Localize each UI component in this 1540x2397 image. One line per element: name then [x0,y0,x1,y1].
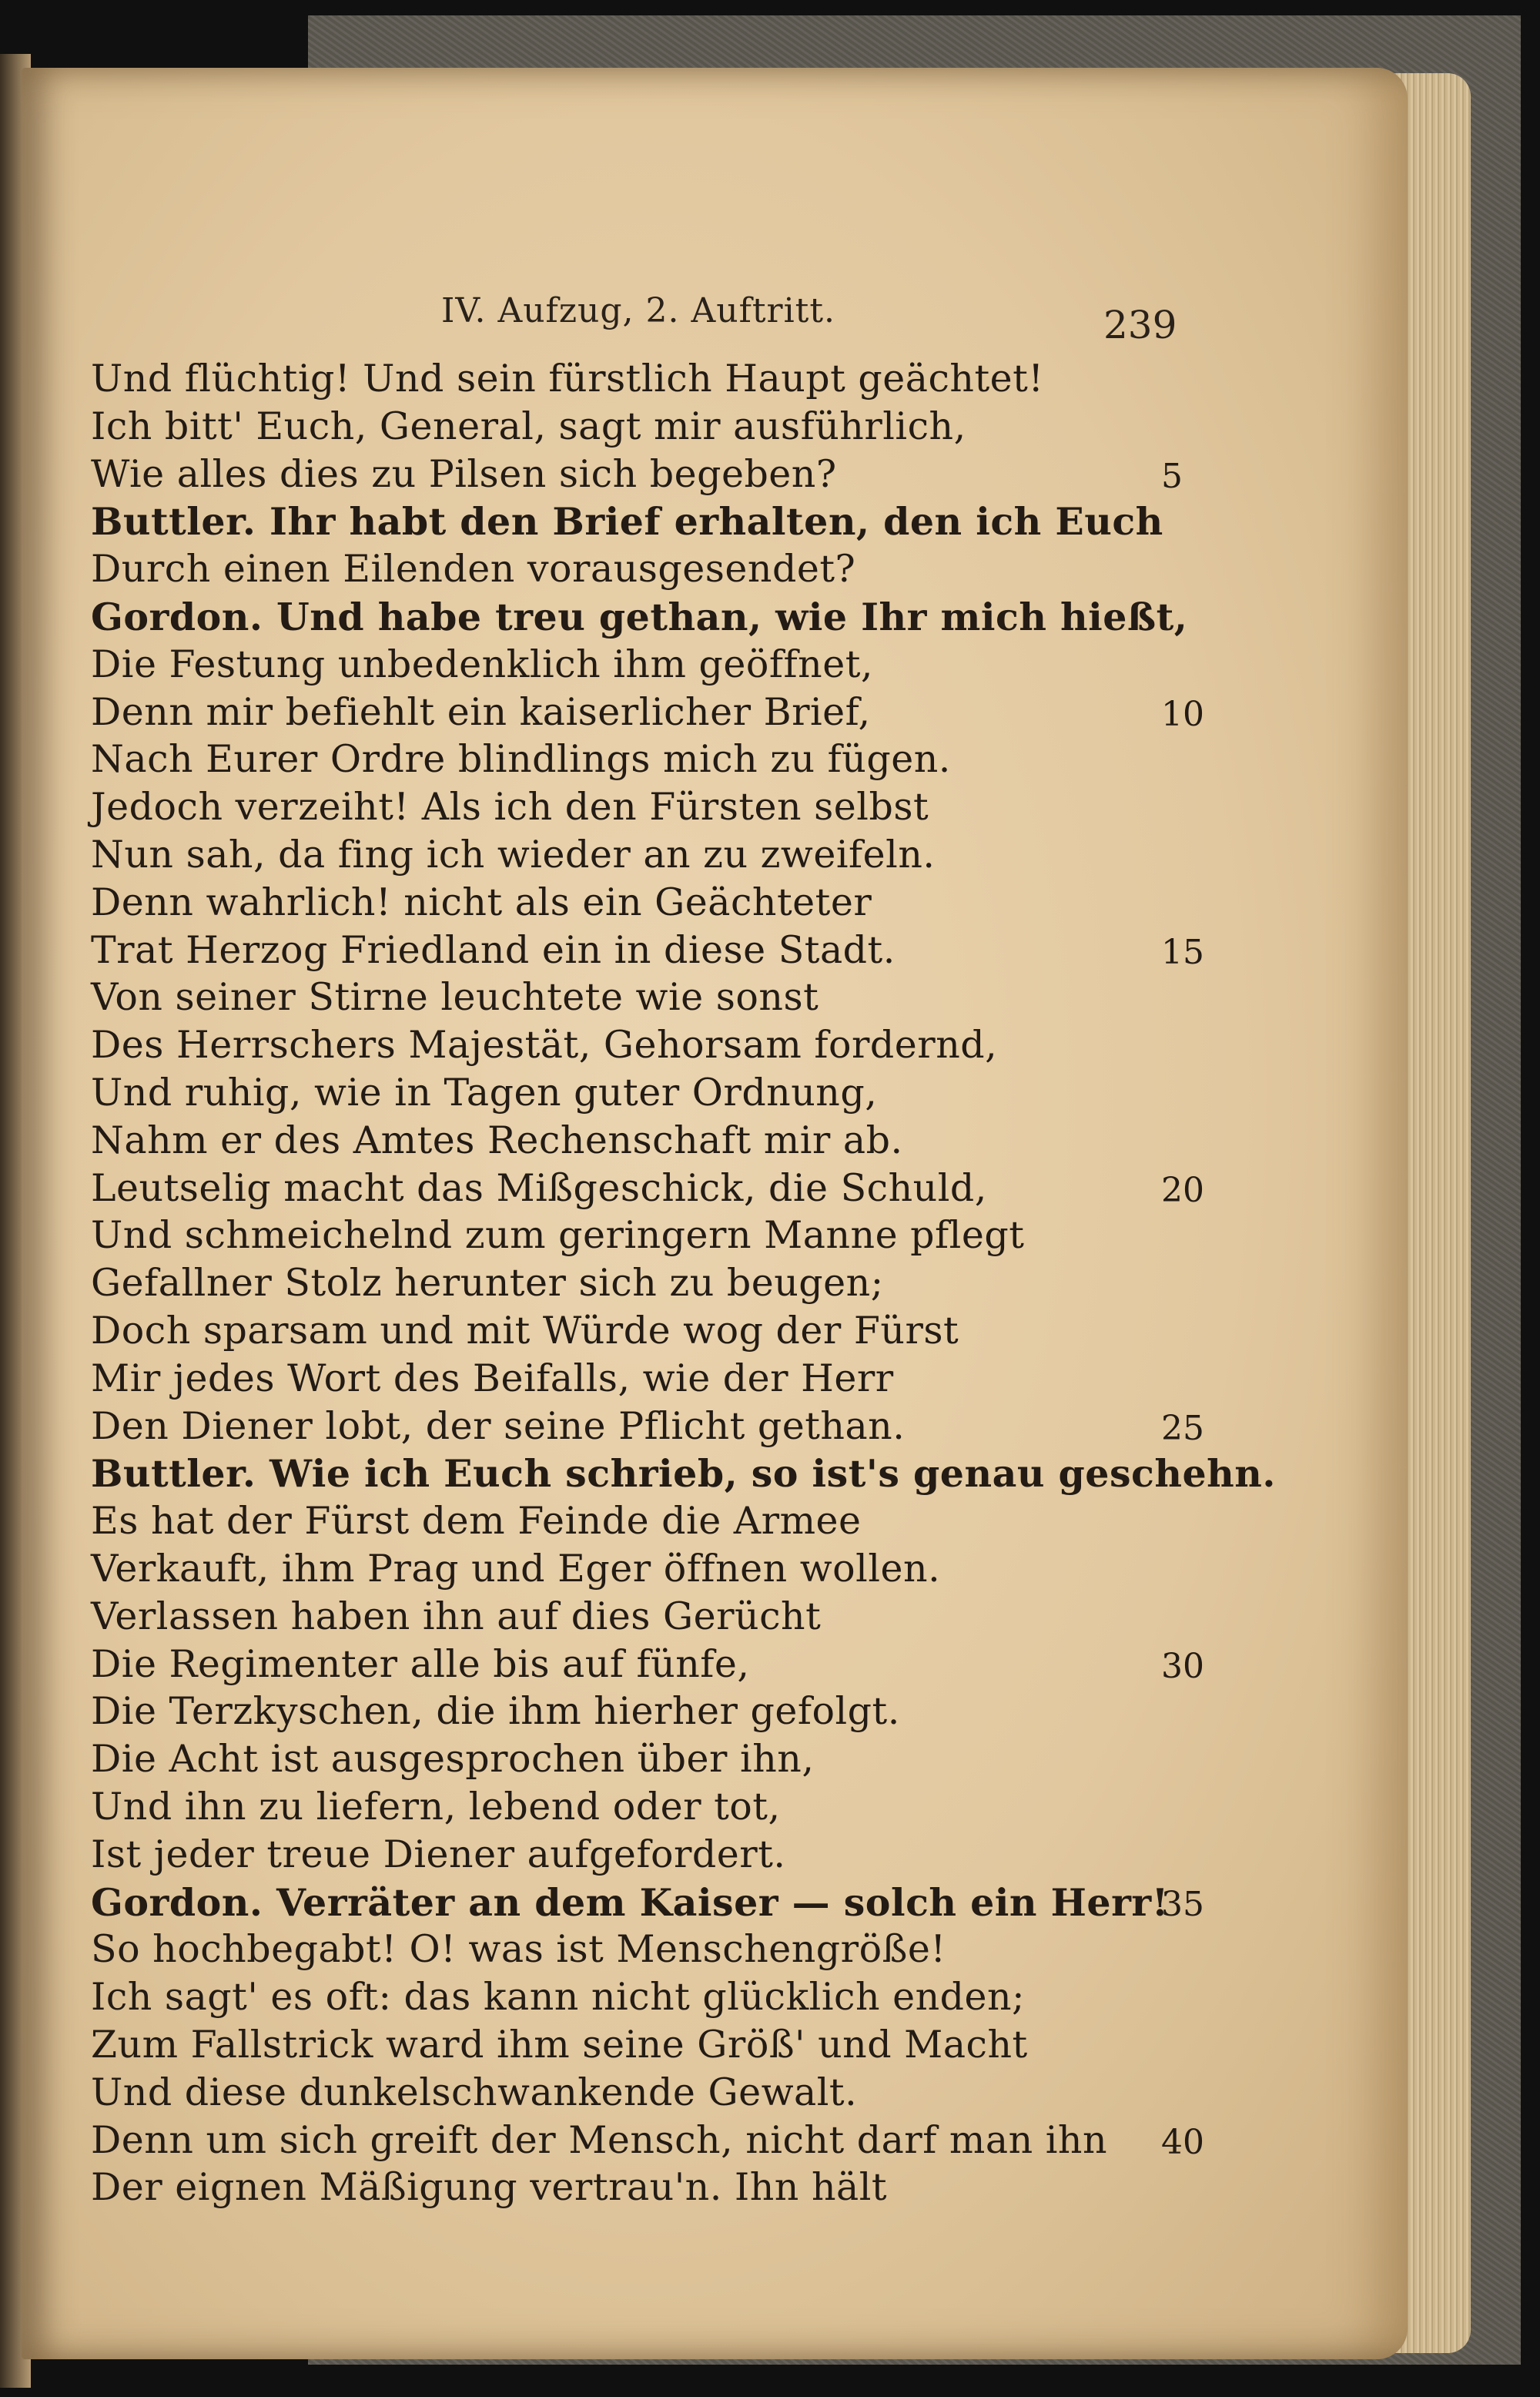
verse-line-text: Mir jedes Wort des Beifalls, wie der Herr [91,1356,894,1400]
verse-line-text: Verlassen haben ihn auf dies Gerücht [91,1594,822,1638]
verse-line-text: Verkauft, ihm Prag und Eger öffnen wollen. [91,1547,941,1591]
verse-line [22,595,1408,642]
verse-line [22,690,1408,738]
line-number: 30 [1161,1646,1204,1686]
verse-line-text: Buttler. Ihr habt den Brief erhalten, den ich Euch [91,499,1163,545]
verse-line [22,1927,1408,1975]
line-number: 15 [1161,932,1204,972]
verse-line-text: Und ruhig, wie in Tagen guter Ordnung, [91,1071,878,1115]
verse-line [22,357,1408,404]
verse-line-text: Den Diener lobt, der seine Pflicht gethan. [91,1403,906,1448]
verse-line-text: Und diese dunkelschwankende Gewalt. [91,2070,858,2114]
verse-line [22,404,1408,452]
verse-line [22,928,1408,976]
verse-line [22,1547,1408,1594]
verse-line-text: Der eignen Mäßigung vertrau'n. Ihn hält [91,2165,888,2210]
verse-line-text: Die Regimenter alle bis auf fünfe, [91,1641,750,1686]
verse-line-text: Nahm er des Amtes Rechenschaft mir ab. [91,1118,903,1162]
verse-line-text: Die Acht ist ausgesprochen über ihn, [91,1737,815,1782]
verse-line-text: Ich sagt' es oft: das kann nicht glücklich enden; [91,1975,1026,2020]
verse-line-text: Durch einen Eilenden vorausgesendet? [91,547,856,592]
verse-line [22,1975,1408,2023]
verse-line [22,499,1408,547]
verse-line-text: Gefallner Stolz herunter sich zu beugen; [91,1261,884,1306]
verse-line [22,785,1408,833]
verse-line [22,1213,1408,1261]
verse-line-text: Von seiner Stirne leuchtete wie sonst [91,975,819,1020]
verse-line-text: Des Herrschers Majestät, Gehorsam fordernd, [91,1023,998,1068]
verse-line-text: Und ihn zu liefern, lebend oder tot, [91,1785,781,1829]
verse-line [22,1071,1408,1118]
verse-line-text: Denn wahrlich! nicht als ein Geächteter [91,880,872,924]
verse-line-text: Ich bitt' Euch, General, sagt mir ausführlich, [91,404,966,448]
line-number: 35 [1161,1884,1204,1924]
verse-line [22,1118,1408,1166]
verse-line-text: Die Festung unbedenklich ihm geöffnet, [91,642,873,686]
verse-line-text: Denn mir befiehlt ein kaiserlicher Brief, [91,689,871,734]
verse-line [22,1642,1408,1690]
verse-line-text: Jedoch verzeiht! Als ich den Fürsten selbst [91,785,929,830]
verse-line [22,833,1408,880]
verse-line-text: Trat Herzog Friedland ein in diese Stadt. [91,927,896,972]
line-number: 25 [1161,1408,1204,1448]
verse-line-text: Es hat der Fürst dem Feinde die Armee [91,1499,862,1544]
verse-line [22,1404,1408,1452]
verse-line [22,642,1408,690]
verse-line [22,2023,1408,2070]
verse-line [22,452,1408,500]
verse-line [22,880,1408,928]
running-title: IV. Aufzug, 2. Auftritt. [441,291,835,330]
verse-line [22,1309,1408,1356]
verse-line [22,1499,1408,1547]
verse-line [22,2118,1408,2166]
book-page [22,68,1408,2359]
verse-line [22,1785,1408,1832]
verse-line [22,975,1408,1023]
verse-line-text: Gordon. Verräter an dem Kaiser — solch ein Herr! [91,1879,1169,1925]
verse-line [22,2165,1408,2213]
verse-line [22,1880,1408,1928]
verse-line [22,547,1408,595]
verse-line [22,1832,1408,1880]
verse-line-text: Ist jeder treue Diener aufgefordert. [91,1832,786,1876]
verse-line [22,1737,1408,1785]
verse-line [22,1023,1408,1071]
line-number: 40 [1161,2122,1204,2162]
verse-line-text: Wie alles dies zu Pilsen sich begeben? [91,451,837,496]
line-number: 10 [1161,694,1204,734]
verse-line-text: Buttler. Wie ich Euch schrieb, so ist's genau geschehn. [91,1451,1276,1497]
page-header [22,291,1408,347]
line-number: 5 [1161,456,1183,496]
verse-line-text: So hochbegabt! O! was ist Menschengröße! [91,1927,946,1972]
verse-line [22,1594,1408,1642]
verse-line-text: Nun sah, da fing ich wieder an zu zweifeln. [91,833,936,877]
page-number: 239 [1103,303,1177,347]
verse-line-text: Zum Fallstrick ward ihm seine Größ' und Macht [91,2023,1028,2067]
verse-line [22,737,1408,785]
verse-line-text: Gordon. Und habe treu gethan, wie Ihr mich hießt, [91,595,1188,639]
verse-line [22,1451,1408,1499]
verse-line [22,1166,1408,1214]
verse-line-text: Doch sparsam und mit Würde wog der Fürst [91,1309,959,1353]
verse-line-text: Denn um sich greift der Mensch, nicht darf man ihn [91,2117,1108,2162]
verse-line [22,1689,1408,1737]
verse-line [22,1261,1408,1309]
verse-line-text: Nach Eurer Ordre blindlings mich zu fügen. [91,737,951,782]
verse-line-text: Die Terzkyschen, die ihm hierher gefolgt. [91,1689,900,1734]
verse-line [22,2070,1408,2118]
verse-line-text: Und flüchtig! Und sein fürstlich Haupt geächtet! [91,357,1044,401]
verse-line [22,1356,1408,1404]
line-number: 20 [1161,1170,1204,1210]
verse-line-text: Und schmeichelnd zum geringern Manne pflegt [91,1213,1025,1258]
verse-line-text: Leutselig macht das Mißgeschick, die Schuld, [91,1165,987,1210]
